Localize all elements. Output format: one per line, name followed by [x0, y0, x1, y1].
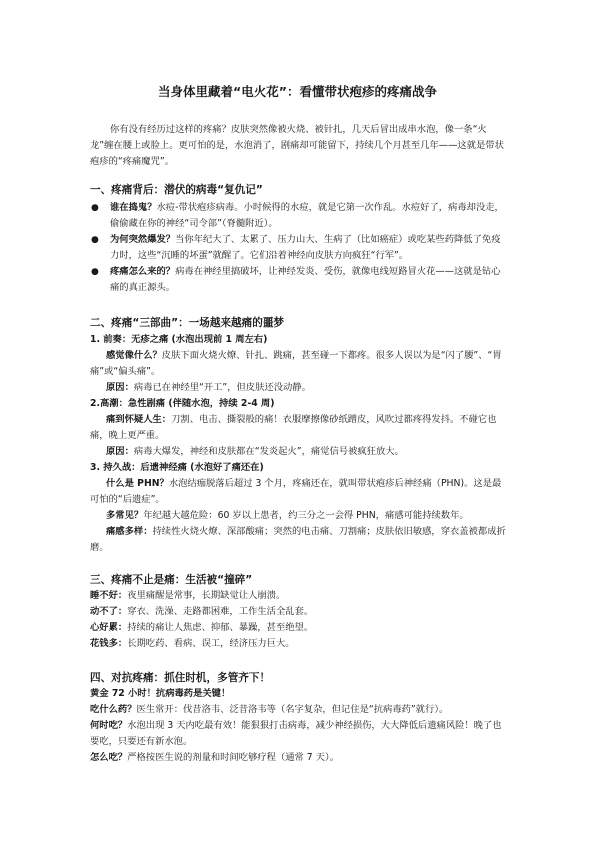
section-1-heading: 一、疼痛背后：潜伏的病毒“复仇记” [90, 184, 263, 196]
treatment-how [90, 750, 508, 766]
stage-1-cause [90, 380, 508, 396]
impact-label: 睡不好： [90, 590, 128, 601]
section-1-bullet-3 [90, 264, 508, 296]
bullet-icon: ● [91, 235, 99, 245]
impact-text: 长期吃药、看病、误工，经济压力巨大。 [127, 638, 295, 649]
stage-3-types [90, 524, 508, 556]
intro-paragraph: 你有没有经历过这样的疼痛？皮肤突然像被火烧、被针扎，几天后冒出成串水泡，像一条“火龙”缠在腰上或脸上。更可怕的是，水泡消了，剧痛却可能留下，持续几个月甚至几年——这就是带状疱疹的“疼痛魔咒”。 [90, 124, 504, 167]
stage-label: 什么是 PHN？ [106, 478, 169, 489]
stage-2-title: 2.高潮：急性剧痛 (伴随水泡，持续 2-4 周) [90, 398, 275, 409]
stage-text: 刀割、电击、撕裂般的痛！衣服摩擦像砂纸蹭皮，风吹过都疼得发抖。不碰它也痛，晚上更严重。 [90, 414, 497, 441]
bullet-icon: ● [91, 267, 99, 277]
document-title: 当身体里藏着“电火花”：看懂带状疱疹的疼痛战争 [158, 84, 437, 99]
stage-text: 水泡结痂脱落后超过 3 个月，疼痛还在，就叫带状疱疹后神经痛（PHN)。这是最可怕的“后遗症”。 [90, 478, 502, 505]
stage-2-pain [90, 412, 508, 444]
section-2-heading: 二、疼痛“三部曲”：一场越来越痛的噩梦 [90, 317, 285, 329]
stage-text: 病毒大爆发，神经和皮肤都在“发炎起火”，痛觉信号被疯狂放大。 [133, 446, 404, 457]
stage-label: 原因： [106, 382, 134, 393]
stage-1-title: 1. 前奏：无疹之痛 (水泡出现前 1 周左右) [90, 334, 268, 345]
stage-label: 多常见？ [106, 510, 144, 521]
stage-label: 感觉像什么？ [106, 350, 162, 361]
bullet-label: 疼痛怎么来的？ [110, 266, 176, 277]
treatment-text: 水泡出现 3 天内吃最有效！能狠狠打击病毒，减少神经损伤，大大降低后遗痛风险！晚了也要吃，只要还有新水泡。 [90, 720, 502, 747]
impact-sleep [90, 588, 508, 604]
stage-2-cause [90, 444, 508, 460]
golden-72-hours: 黄金 72 小时！抗病毒药是关键！ [90, 688, 231, 699]
treatment-label: 吃什么药？ [90, 704, 137, 715]
section-1-bullet-2 [90, 232, 508, 264]
section-4-heading: 四、对抗疼痛：抓住时机，多管齐下！ [90, 672, 271, 684]
treatment-label: 何时吃？ [90, 720, 128, 731]
impact-mobility [90, 604, 508, 620]
stage-label: 痛感多样： [106, 526, 153, 537]
bullet-text: 当你年纪大了、太累了、压力山大、生病了（比如癌症）或吃某些药降低了免疫力时，这些“沉睡的坏蛋”就醒了。它们沿着神经向皮肤方向疯狂“行军”。 [110, 234, 501, 261]
impact-label: 心好累： [90, 622, 128, 633]
treatment-text: 严格按医生说的剂量和时间吃够疗程（通常 7 天）。 [127, 752, 339, 763]
section-3-heading: 三、疼痛不止是痛：生活被“撞碎” [90, 574, 253, 586]
stage-1-feeling [90, 348, 508, 380]
stage-text: 年纪越大越危险：60 岁以上患者，约三分之一会得 PHN，痛感可能持续数年。 [143, 510, 469, 521]
stage-text: 皮肤下面火烧火燎、针扎、跳痛，甚至碰一下都疼。很多人误以为是“闪了腰”、“胃痛”或“偏头痛”。 [90, 350, 502, 377]
section-1-bullet-1 [90, 200, 508, 232]
treatment-when [90, 718, 508, 750]
stage-text: 持续性火烧火燎、深部酸痛；突然的电击痛、刀割痛；皮肤依旧敏感，穿衣盖被都成折磨。 [90, 526, 506, 553]
stage-3-what [90, 476, 508, 508]
treatment-label: 怎么吃？ [90, 752, 128, 763]
bullet-icon: ● [91, 203, 99, 213]
impact-text: 持续的痛让人焦虑、抑郁、暴躁，甚至绝望。 [127, 622, 314, 633]
bullet-label: 谁在捣鬼？ [110, 202, 157, 213]
treatment-text: 医生常开：伐昔洛韦、泛昔洛韦等（名字复杂，但记住是“抗病毒药”就行）。 [136, 704, 449, 715]
impact-mood [90, 620, 508, 636]
impact-text: 穿衣、洗澡、走路都困难，工作生活全乱套。 [127, 606, 314, 617]
impact-label: 动不了： [90, 606, 128, 617]
impact-text: 夜里痛醒是常事，长期缺觉让人崩溃。 [127, 590, 286, 601]
bullet-label: 为何突然爆发？ [110, 234, 176, 245]
stage-label: 原因： [106, 446, 134, 457]
stage-label: 痛到怀疑人生： [106, 414, 172, 425]
bullet-text: 水痘-带状疱疹病毒。小时候得的水痘，就是它第一次作乱。水痘好了，病毒却没走，偷偷藏在你的神经“司令部”（脊髓附近）。 [110, 202, 504, 229]
impact-cost [90, 636, 508, 652]
bullet-text: 病毒在神经里搞破坏，让神经发炎、受伤，就像电线短路冒火花——这就是钻心痛的真正源头。 [110, 266, 501, 293]
stage-3-title: 3. 持久战：后遗神经痛 (水泡好了痛还在) [90, 462, 264, 473]
treatment-what [90, 702, 508, 718]
stage-text: 病毒已在神经里“开工”，但皮肤还没动静。 [133, 382, 311, 393]
impact-label: 花钱多： [90, 638, 128, 649]
stage-3-frequency [90, 508, 508, 524]
